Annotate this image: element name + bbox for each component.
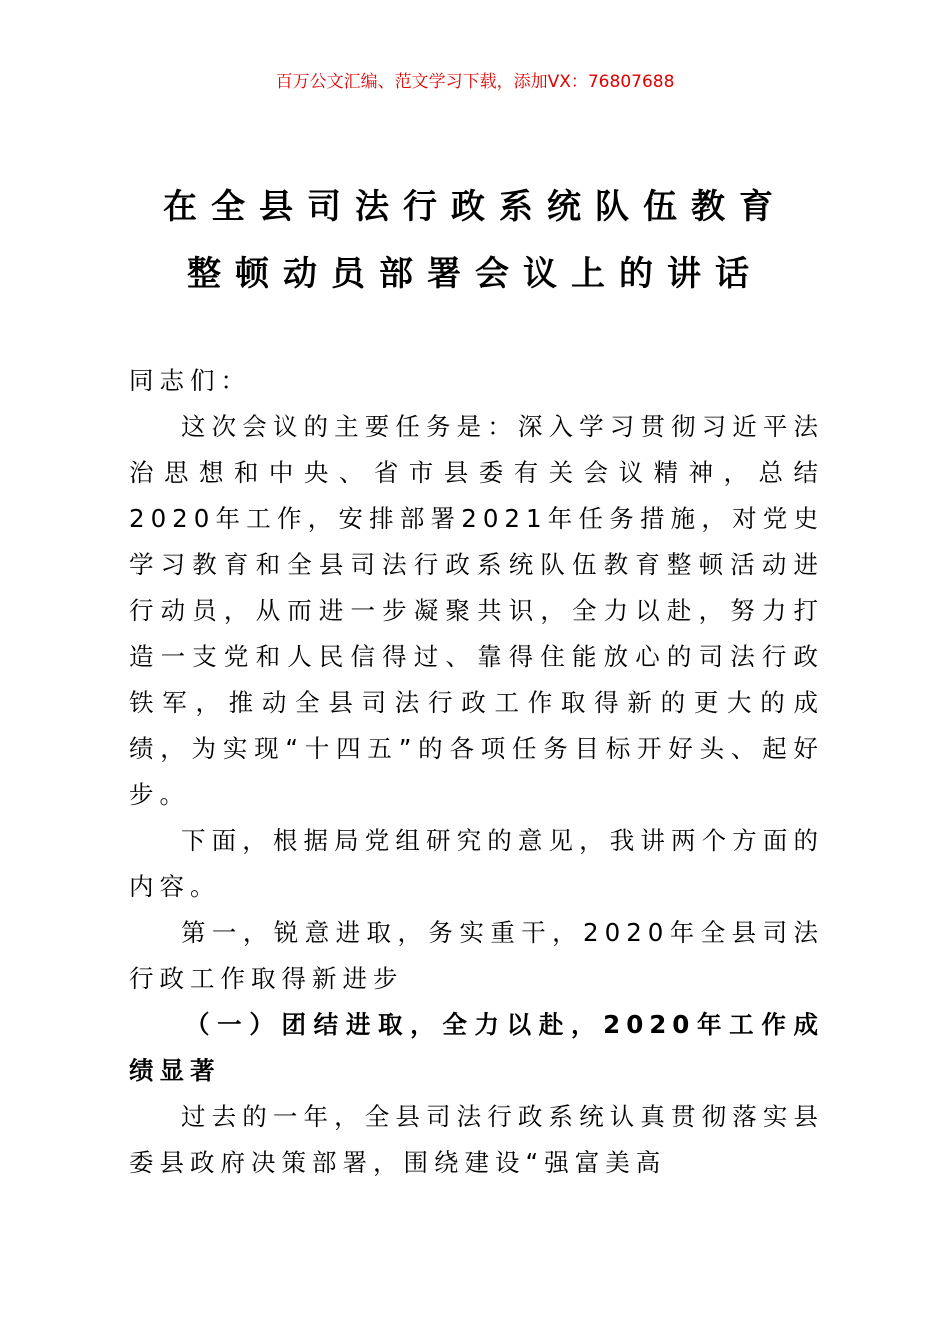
- download-notice: 百万公文汇编、范文学习下载，添加VX：76807688: [275, 72, 675, 92]
- paragraph-outline: 下面，根据局党组研究的意见，我讲两个方面的内容。: [129, 826, 824, 901]
- paragraph-review: 过去的一年，全县司法行政系统认真贯彻落实县委县政府决策部署，围绕建设“强富美高: [129, 1102, 824, 1177]
- subsection-heading-1: （一）团结进取，全力以赴，2020年工作成绩显著: [129, 1010, 824, 1085]
- section-heading-1: 第一，锐意进取，务实重干，2020年全县司法行政工作取得新进步: [129, 918, 824, 993]
- document-title-line-1: 在全县司法行政系统队伍教育: [163, 187, 787, 227]
- paragraph-intro: 这次会议的主要任务是：深入学习贯彻习近平法治思想和中央、省市县委有关会议精神，总结2020年工作，安排部署2021年任务措施，对党史学习教育和全县司法行政系统队伍教育整顿活动进行动员，从而进一步凝聚共识，全力以赴，努力打造一支党和人民信得过、靠得住能放心的司法行政铁军，推动全县司法行政工作取得新的更大的成绩，为实现“十四五”的各项任务目标开好头、起好步。: [129, 412, 824, 809]
- salutation: 同志们：: [129, 366, 251, 395]
- document-title-line-2: 整顿动员部署会议上的讲话: [187, 254, 763, 294]
